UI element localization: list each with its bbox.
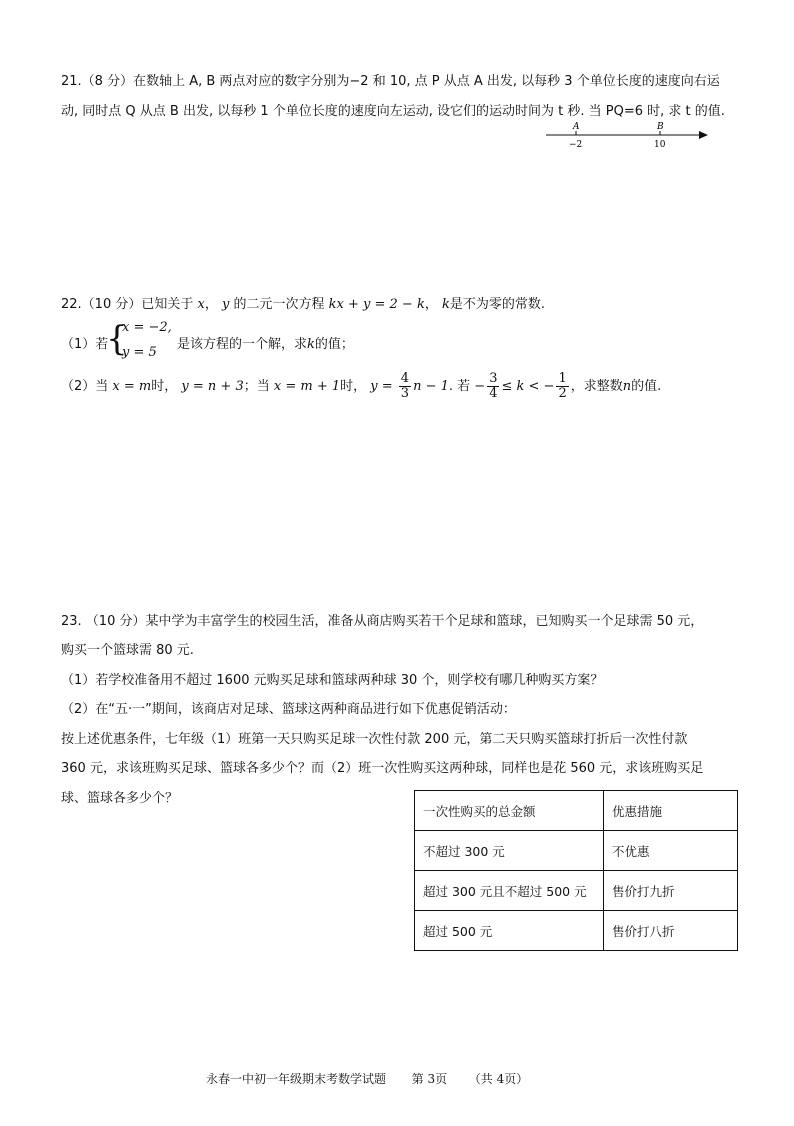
fraction-4-3: $\frac{4}{3}$ xyxy=(400,371,410,401)
footer-page: 第 3页 xyxy=(411,1072,448,1086)
point-b-value: 10 xyxy=(654,140,666,150)
table-header: 优惠措施 xyxy=(604,791,738,831)
q22-part1-suffix: 是该方程的一个解，求k的值； xyxy=(177,337,354,352)
q22-part1-prefix: （1）若 xyxy=(61,337,109,352)
footer-total: （共 4页） xyxy=(468,1072,529,1086)
q23-line-5: 按上述优惠条件，七年级（1）班第一天只购买足球一次性付款 200 元，第二天只购买篮球打折后一次性付款 xyxy=(61,732,688,747)
q22-stem: 22.（10 分）已知关于 x， y 的二元一次方程 kx + y = 2 − k， k是不为零的常数. xyxy=(61,297,546,312)
table-row xyxy=(415,911,738,951)
system-brace: { xyxy=(106,319,128,359)
fraction-3-4: $\frac{3}{4}$ xyxy=(489,371,498,401)
discount-table xyxy=(414,790,738,951)
q23-line-1: 23. （10 分）某中学为丰富学生的校园生活，准备从商店购买若干个足球和篮球，已知购买一个足球需 50 元， xyxy=(61,614,704,629)
point-a-label: A xyxy=(573,122,580,132)
number-line xyxy=(540,118,715,152)
q23-line-7: 球、篮球各多少个？ xyxy=(61,791,179,806)
table-cell: 不超过 300 元 xyxy=(415,831,604,871)
table-row xyxy=(415,871,738,911)
fraction-1-2: $\frac{1}{2}$ xyxy=(558,371,567,401)
number-line-arrow xyxy=(699,131,708,139)
system-line-1: x = −2, xyxy=(122,320,172,335)
table-cell: 售价打八折 xyxy=(604,911,738,951)
q23-line-2: 购买一个篮球需 80 元. xyxy=(61,643,194,658)
q22-equation: kx + y = 2 − k xyxy=(328,297,425,312)
table-header: 一次性购买的总金额 xyxy=(415,791,604,831)
table-cell: 售价打九折 xyxy=(604,871,738,911)
q21-line-1: 21.（8 分）在数轴上 A, B 两点对应的数字分别为−2 和 10, 点 P 从点 A 出发, 以每秒 3 个单位长度的速度向右运 xyxy=(61,74,720,89)
point-b-label: B xyxy=(657,122,664,132)
q22-part2: （2）当 x = m时， y = n + 3；当 x = m + 1时， y = $\frac{4}{3}$ n − 1. 若 − $\frac{3}{4}$ ≤ k < − $\frac{1}{2}$ ，求整数n的值. xyxy=(61,371,662,401)
q21-line-2: 动, 同时点 Q 从点 B 出发, 以每秒 1 个单位长度的速度向左运动, 设它们的运动时间为 t 秒. 当 PQ=6 时, 求 t 的值. xyxy=(61,104,725,119)
point-a-value: −2 xyxy=(569,140,583,150)
table-cell: 不优惠 xyxy=(604,831,738,871)
q23-line-3: （1）若学校准备用不超过 1600 元购买足球和篮球两种球 30 个，则学校有哪几种购买方案？ xyxy=(61,673,604,688)
system-line-2: y = 5 xyxy=(122,345,157,360)
table-row xyxy=(415,831,738,871)
table-header-row xyxy=(415,791,738,831)
q23-line-6: 360 元，求该班购买足球、篮球各多少个？而（2）班一次性购买这两种球，同样也是花 560 元，求该班购买足 xyxy=(61,761,704,776)
q23-line-4: （2）在“五·一”期间，该商店对足球、篮球这两种商品进行如下优惠促销活动： xyxy=(61,702,516,717)
page-footer xyxy=(206,1070,528,1087)
table-cell: 超过 300 元且不超过 500 元 xyxy=(415,871,604,911)
table-cell: 超过 500 元 xyxy=(415,911,604,951)
footer-title: 永春一中初一年级期末考数学试题 xyxy=(206,1072,387,1086)
